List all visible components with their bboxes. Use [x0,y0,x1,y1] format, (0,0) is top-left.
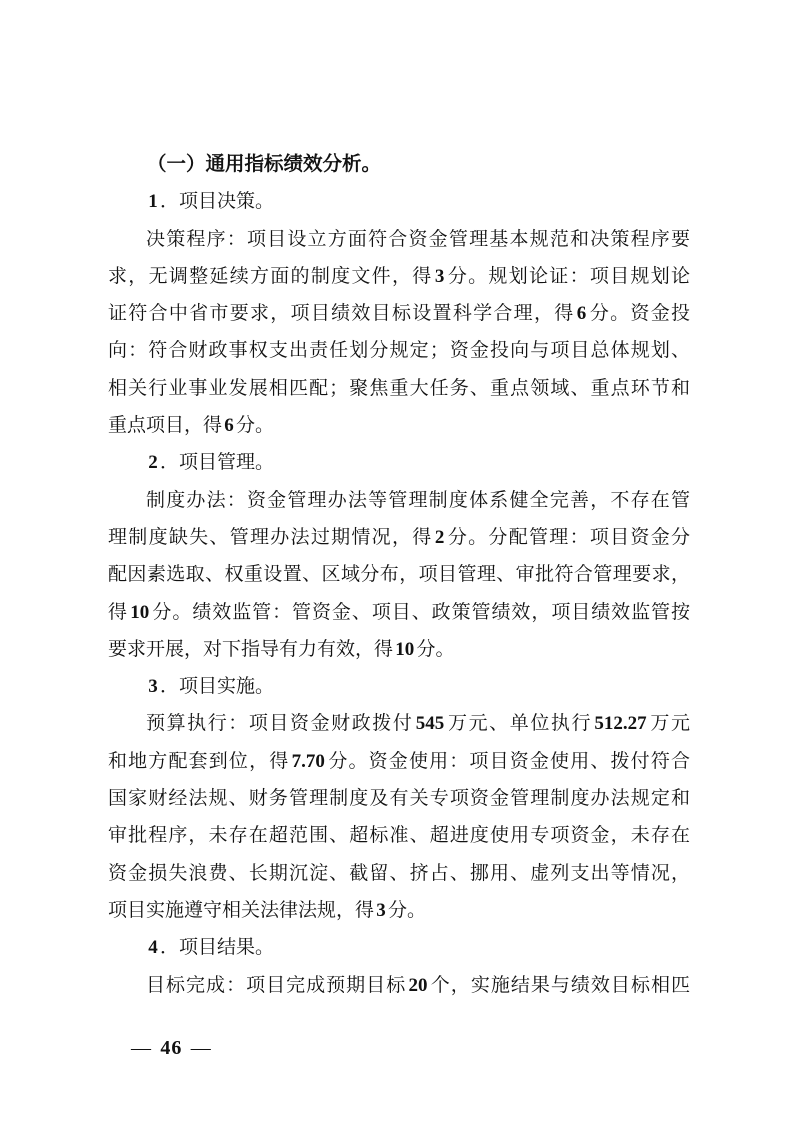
paragraph-line: 求，无调整延续方面的制度文件，得 3 分。规划论证：项目规划论 [108,265,690,287]
bold-number: 2 [148,452,158,474]
bold-number: 20 [408,974,428,996]
paragraph [108,705,690,929]
paragraph-line: 证符合中省市要求，项目绩效目标设置科学合理，得 6 分。资金投 [108,303,690,325]
bold-number: 3 [148,676,158,698]
bold-number: 6 [224,415,234,437]
bold-number: 1 [148,191,158,213]
bold-number: 10 [395,638,415,660]
bold-number: 46 [160,1037,183,1059]
paragraph-line: 要求开展，对下指导有力有效，得 10 分。 [108,638,455,660]
section-heading: （一）通用指标绩效分析。 [147,154,382,175]
section-heading: 1 ．项目决策。 [108,183,690,220]
paragraph-line: 项目实施遵守相关法律法规，得 3 分。 [108,899,427,921]
bold-number: 3 [434,265,445,287]
paragraph-line: 决策程序：项目设立方面符合资金管理基本规范和决策程序要 [146,228,690,250]
section-heading: 3 ．项目实施。 [108,668,690,705]
bold-number: 2 [434,526,445,548]
paragraph-line: 理制度缺失、管理办法过期情况，得 2 分。分配管理：项目资金分 [108,526,690,548]
bold-number: 10 [130,601,150,623]
paragraph [108,221,690,445]
bold-number: 7.70 [291,750,325,772]
bold-number: 545 [415,713,445,735]
document-body [108,146,690,1004]
paragraph-line: 相关行业事业发展相匹配；聚焦重大任务、重点领域、重点环节和 [108,377,690,399]
bold-number: 3 [376,899,386,921]
paragraph-line: 预算执行：项目资金财政拨付 545 万元、单位执行 512.27 万元 [146,713,690,735]
section-heading: 2 ．项目管理。 [108,444,690,481]
page-number: — 46 — [131,1037,212,1059]
paragraph-line: 国家财经法规、财务管理制度及有关专项资金管理制度办法规定和 [108,788,690,810]
paragraph-line: 目标完成：项目完成预期目标 20 个，实施结果与绩效目标相匹 [146,974,690,996]
paragraph-line: 资金损失浪费、长期沉淀、截留、挤占、挪用、虚列支出等情况， [108,862,690,884]
paragraph-line: 审批程序，未存在超范围、超标准、超进度使用专项资金，未存在 [108,825,690,847]
paragraph-line: 和地方配套到位，得 7.70 分。资金使用：项目资金使用、拨付符合 [108,750,690,772]
paragraph-line: 得 10 分。绩效监管：管资金、项目、政策管绩效，项目绩效监管按 [108,601,690,623]
bold-number: 6 [576,303,587,325]
paragraph-line: 重点项目，得 6 分。 [108,415,275,437]
bold-number: 4 [148,937,158,959]
paragraph-line: 向：符合财政事权支出责任划分规定；资金投向与项目总体规划、 [108,340,690,362]
paragraph [108,482,690,668]
paragraph [108,967,690,1004]
section-heading: 4 ．项目结果。 [108,929,690,966]
paragraph-line: 制度办法：资金管理办法等管理制度体系健全完善，不存在管 [146,489,690,511]
paragraph-line: 配因素选取、权重设置、区域分布，项目管理、审批符合管理要求， [108,564,690,586]
bold-number: 512.27 [594,713,647,735]
